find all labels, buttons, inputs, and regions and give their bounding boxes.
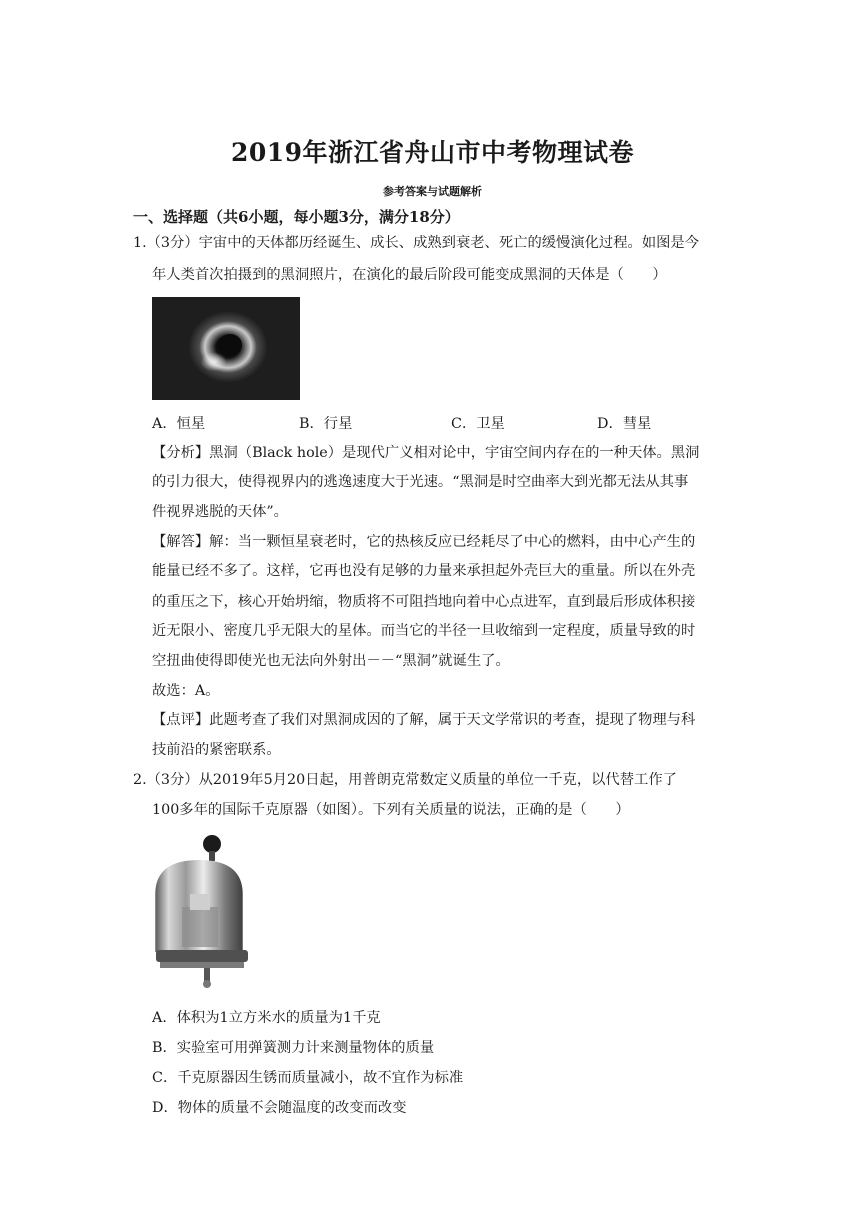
page-title: 2019年浙江省舟山市中考物理试卷: [230, 138, 635, 167]
q2-option-a: A．体积为1立方米水的质量为1千克: [152, 1010, 381, 1026]
q1-option-a: A．恒星: [152, 416, 206, 432]
q1-analysis-line: 【分析】黑洞（Black hole）是现代广义相对论中，宇宙空间内存在的一种天体。黑洞: [152, 445, 700, 461]
q2-option-b: B．实验室可用弹簧测力计来测量物体的质量: [152, 1040, 435, 1056]
q1-analysis-line: 件视界逃脱的天体”。: [152, 504, 288, 520]
q1-solution-line: 的重压之下，核心开始坍缩，物质将不可阻挡地向着中心点进军，直到最后形成体积接: [152, 594, 696, 610]
q1-solution-line: 空扭曲使得即使光也无法向外射出－－“黑洞”就诞生了。: [152, 653, 510, 669]
q1-solution-line: 【解答】解：当一颗恒星衰老时，它的热核反应已经耗尽了中心的燃料，由中心产生的: [152, 534, 696, 550]
q1-solution-line: 能量已经不多了。这样，它再也没有足够的力量来承担起外壳巨大的重量。所以在外壳: [152, 563, 696, 579]
black-hole-image: [152, 297, 300, 400]
q2-option-c: C．千克原器因生锈而质量减小，故不宜作为标准: [152, 1070, 464, 1086]
q1-option-b: B．行星: [299, 416, 353, 432]
q1-option-d: D．彗星: [597, 416, 652, 432]
q1-solution-line: 近无限小、密度几乎无限大的星体。而当它的半径一旦收缩到一定程度，质量导致的时: [152, 623, 696, 639]
q1-review-line: 技前沿的紧密联系。: [152, 742, 281, 758]
q1-analysis-line: 的引力很大，使得视界内的逃逸速度大于光速。“黑洞是时空曲率大到光都无法从其事: [152, 474, 689, 490]
q1-stem-line: 1.（3分）宇宙中的天体都历经诞生、成长、成熟到衰老、死亡的缓慢演化过程。如图是今: [133, 235, 700, 251]
q2-stem-line: 2.（3分）从2019年5月20日起，用普朗克常数定义质量的单位一千克，以代替工作了: [133, 772, 677, 788]
page-subtitle: 参考答案与试题解析: [383, 185, 482, 198]
q1-review-line: 【点评】此题考查了我们对黑洞成因的了解，属于天文学常识的考查，提现了物理与科: [152, 712, 696, 728]
kilogram-prototype-image: [152, 832, 252, 992]
q1-option-c: C．卫星: [451, 416, 505, 432]
kilogram-prototype-bell-jar-icon: [152, 832, 252, 992]
q2-stem-line: 100多年的国际千克原器（如图）。下列有关质量的说法，正确的是（ ）: [152, 802, 630, 818]
black-hole-photo: [152, 297, 300, 400]
q2-option-d: D．物体的质量不会随温度的改变而改变: [152, 1100, 407, 1116]
section-heading: 一、选择题（共6小题，每小题3分，满分18分）: [133, 208, 460, 226]
q1-choice: 故选：A。: [152, 683, 220, 699]
q1-stem-line: 年人类首次拍摄到的黑洞照片，在演化的最后阶段可能变成黑洞的天体是（ ）: [152, 267, 667, 283]
